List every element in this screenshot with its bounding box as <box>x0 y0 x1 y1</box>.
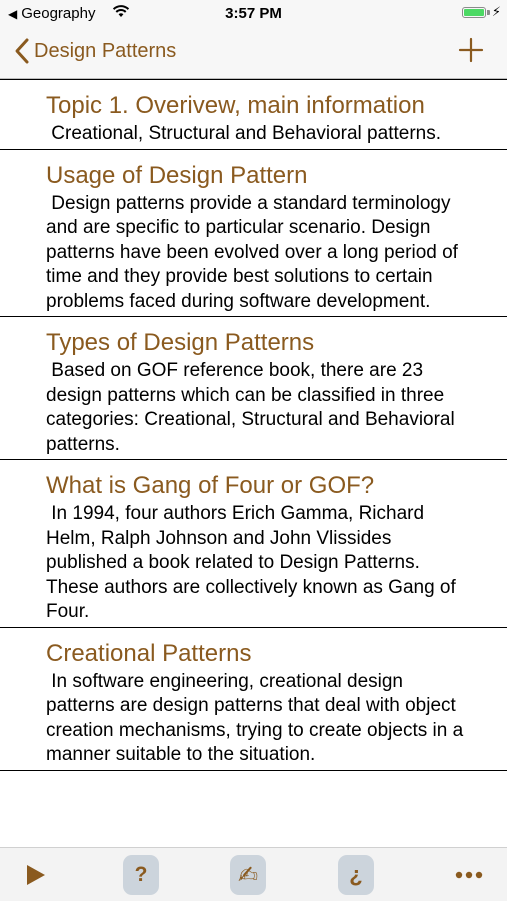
topic-summary: In software engineering, creational design patterns are design patterns that deal with object creation mechanisms, trying to create objects in a manner suitable to the situation. <box>46 670 464 765</box>
topic-summary: Creational, Structural and Behavioral patterns. <box>46 123 441 144</box>
status-time: 3:57 PM <box>225 5 282 22</box>
topic-list[interactable] <box>0 79 507 847</box>
back-button-label: Design Patterns <box>34 39 177 62</box>
topic-title: Types of Design Patterns <box>46 329 315 356</box>
back-app-label: Geography <box>21 5 96 22</box>
charging-icon: ⚡ <box>491 4 501 19</box>
topic-title: What is Gang of Four or GOF? <box>46 472 375 499</box>
help-button-label: ? <box>134 863 148 886</box>
topic-summary: Based on GOF reference book, there are 23 design patterns which can be classified in three categories: Creational, Structural and Behavioral patterns. <box>46 360 455 455</box>
list-item[interactable] <box>0 150 507 318</box>
topic-summary: In 1994, four authors Erich Gamma, Richard Helm, Ralph Johnson and John Vlissides published a book related to Design Patterns. These authors are collectively known as Gang of Four. <box>46 503 456 622</box>
battery-tip <box>487 10 490 15</box>
more-icon[interactable] <box>454 870 484 880</box>
chevron-left-icon <box>14 37 30 65</box>
topic-title: Usage of Design Pattern <box>46 161 308 189</box>
list-item[interactable] <box>0 460 507 628</box>
topic-summary: Design patterns provide a standard terminology and are specific to particular scenario. Design patterns have been evolved over a long period of time and they provide best solutions to certain problems faced during software development. <box>46 192 458 312</box>
play-icon[interactable] <box>24 863 48 887</box>
writing-hand-icon: ✍ <box>237 861 259 889</box>
inverted-question-label: ¿ <box>349 862 363 887</box>
edit-button[interactable] <box>230 855 266 895</box>
bottom-toolbar <box>0 847 507 901</box>
list-item[interactable] <box>0 317 507 460</box>
list-item[interactable] <box>0 628 507 771</box>
navigation-bar <box>0 28 507 79</box>
help-button[interactable] <box>123 855 159 895</box>
back-button[interactable] <box>14 37 176 65</box>
battery-icon <box>462 7 486 18</box>
back-arrow-icon: ◀ <box>8 6 18 21</box>
list-item[interactable] <box>0 80 507 150</box>
status-bar <box>0 0 507 28</box>
plus-icon[interactable] <box>457 36 485 64</box>
topic-title: Creational Patterns <box>46 639 252 667</box>
topic-title: Topic 1. Overivew, main information <box>46 92 425 119</box>
inverted-question-button[interactable] <box>338 855 374 895</box>
